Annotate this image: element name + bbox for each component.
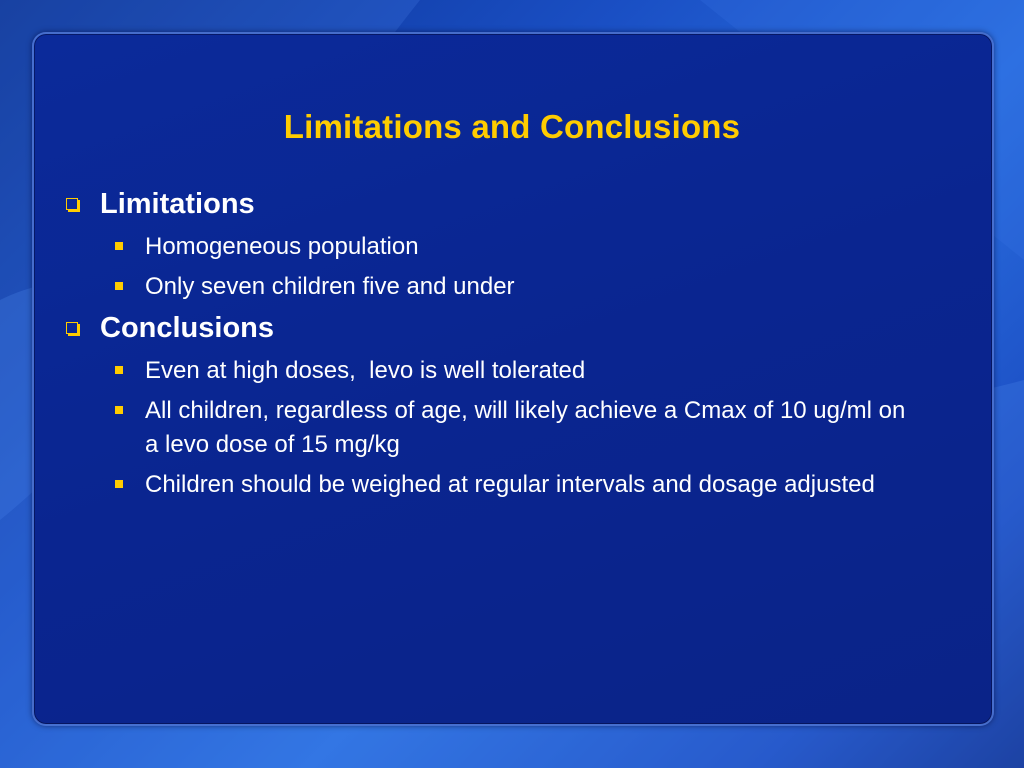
hollow-square-bullet-icon [66,322,78,334]
square-bullet-icon [115,480,123,488]
list-item-text: All children, regardless of age, will likely achieve a Cmax of 10 ug/ml on a levo dose of 15 mg/kg [145,397,906,458]
square-bullet-icon [115,406,123,414]
list-item-text: Homogeneous population [145,233,419,260]
section-heading [62,308,922,348]
square-bullet-icon [115,366,123,374]
hollow-square-bullet-icon [66,198,78,210]
section-heading [62,184,922,224]
list-item [62,354,922,388]
list-item [62,394,922,462]
list-item [62,270,922,304]
section-conclusions [62,308,922,502]
list-item-text: Only seven children five and under [145,273,515,300]
square-bullet-icon [115,282,123,290]
list-item-text: Children should be weighed at regular intervals and dosage adjusted [145,471,875,498]
limitations-list [62,230,922,304]
list-item-text: Even at high doses, levo is well tolerated [145,357,586,384]
list-item [62,468,922,502]
square-bullet-icon [115,242,123,250]
slide-title: Limitations and Conclusions [283,108,741,145]
list-item [62,230,922,264]
section-heading-text: Limitations [100,188,255,220]
slide-content [62,184,922,502]
conclusions-list [62,354,922,502]
section-limitations [62,184,922,304]
section-heading-text: Conclusions [100,312,275,344]
